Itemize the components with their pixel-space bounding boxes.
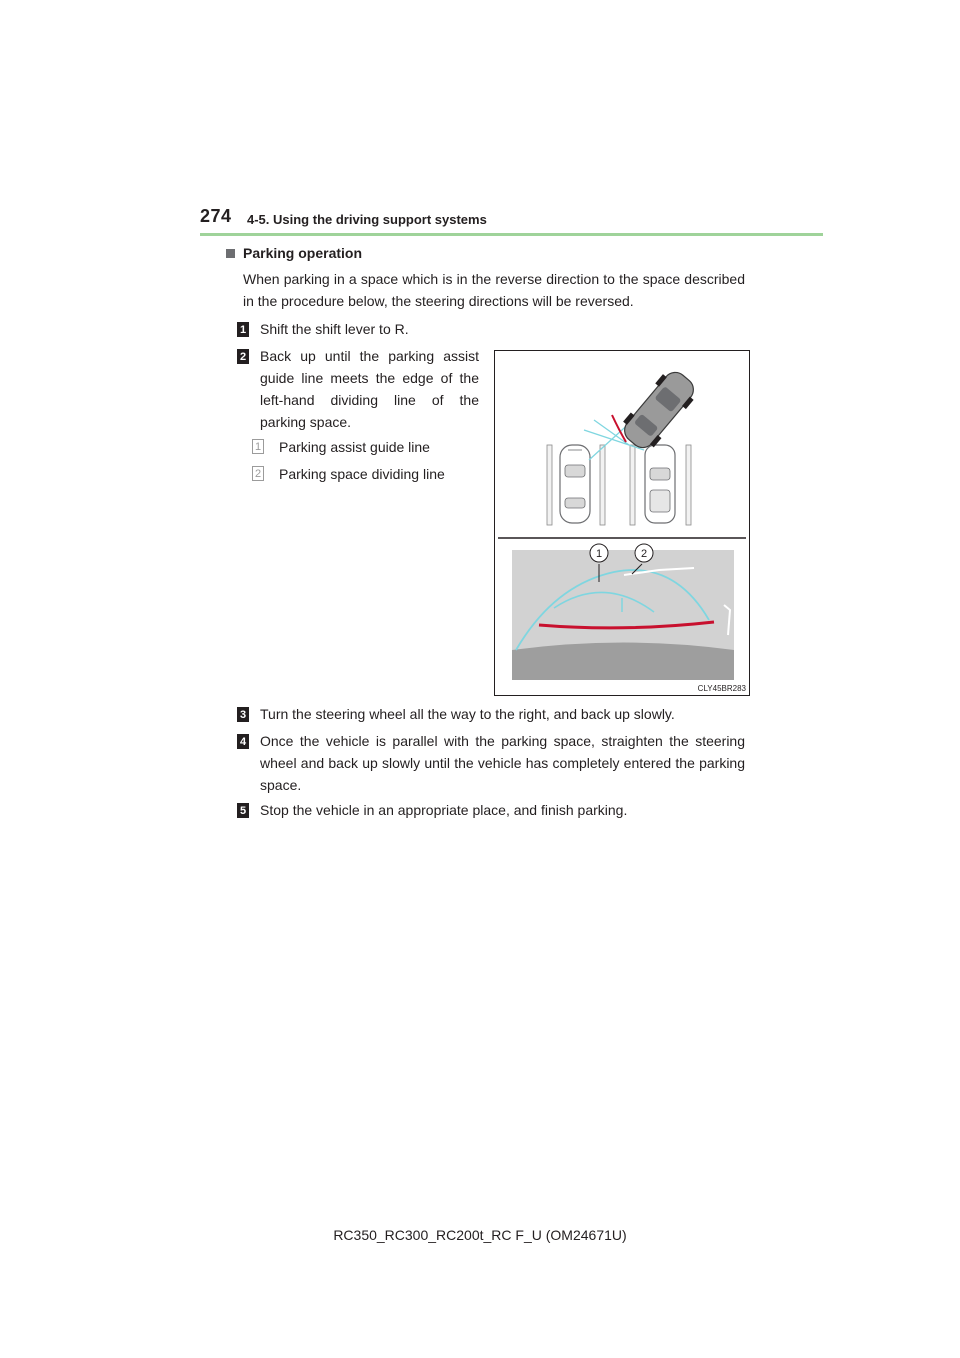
parked-car-right [645, 445, 675, 523]
parking-figure [494, 350, 750, 696]
parked-car-left [560, 445, 590, 523]
callout-1: 1 [595, 548, 603, 560]
callout-2: 2 [640, 548, 648, 560]
step-badge-2: 2 [237, 349, 249, 364]
page-number: 274 [200, 206, 232, 226]
legend-label-2: Parking space dividing line [279, 466, 445, 482]
step-text-5: Stop the vehicle in an appropriate place, and finish parking. [260, 802, 628, 818]
dividing-line-middle [600, 445, 605, 525]
legend-num-1: 1 [252, 439, 264, 454]
camera-bumper [512, 643, 734, 681]
step-text-4: Once the vehicle is parallel with the parking space, straighten the steering wheel and back up slowly until the vehicle has completely entered the parking space. [260, 733, 745, 793]
step-badge-5: 5 [237, 803, 249, 818]
step-text-2: Back up until the parking assist guide line meets the edge of the left-hand dividing line of the parking space. [260, 348, 479, 430]
heading [226, 245, 362, 261]
step-badge-3: 3 [237, 707, 249, 722]
step-text-1: Shift the shift lever to R. [260, 321, 409, 337]
footer-model-code: RC350_RC300_RC200t_RC F_U (OM24671U) [333, 1227, 627, 1243]
section-title: 4-5. Using the driving support systems [247, 212, 487, 227]
step-badge-1: 1 [237, 322, 249, 337]
dividing-line-left [547, 445, 552, 525]
square-bullet-icon [226, 249, 235, 258]
dividing-line-right [686, 445, 691, 525]
legend-num-2: 2 [252, 466, 264, 481]
intro-paragraph: When parking in a space which is in the reverse direction to the space described in the procedure below, the steering directions will be reversed. [243, 271, 745, 309]
heading-text: Parking operation [243, 245, 363, 261]
figure-code: CLY45BR283 [697, 684, 746, 693]
step-badge-4: 4 [237, 734, 249, 749]
dividing-line-center [630, 445, 635, 525]
camera-view [512, 544, 734, 680]
step-text-3: Turn the steering wheel all the way to the right, and back up slowly. [260, 706, 675, 722]
header-rule [200, 233, 823, 236]
legend-label-1: Parking assist guide line [279, 439, 430, 455]
